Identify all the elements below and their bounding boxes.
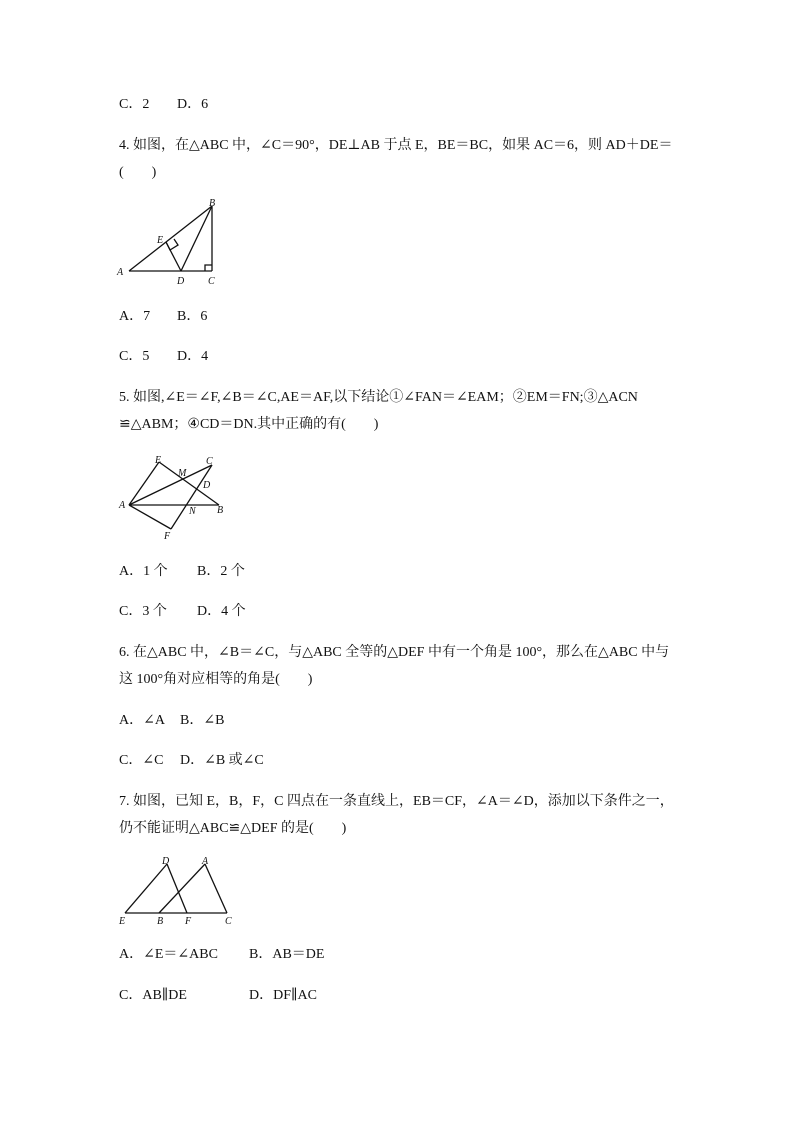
q7-label-c: C [225,916,232,927]
q7-label-b: B [157,916,164,927]
q7-segment-ba [159,864,205,913]
q5-option-d: D．4 个 [197,604,246,619]
q4-option-c: C．5 [119,349,150,364]
q4-label-b: B [209,198,216,209]
q7-stem-line1: 7. 如图，已知 E，B，F，C 四点在一条直线上，EB＝CF，∠A＝∠D，添加以下条件之一， [119,794,674,809]
q4-segment-ab [129,206,212,271]
q4-label-e: E [157,235,164,246]
q7-label-a: A [202,856,209,867]
q5-option-c: C．3 个 [119,604,167,619]
q7-label-f: F [185,916,192,927]
q5-label-m: M [178,468,187,479]
q4-stem-line1: 4. 如图，在△ABC 中，∠C＝90°，DE⊥AB 于点 E，BE＝BC，如果 AC＝6，则 AD＋DE＝ [119,138,673,153]
q5-option-b: B．2 个 [197,564,245,579]
q4-stem-line2: ( ) [119,165,157,180]
q6-stem-line1: 6. 在△ABC 中，∠B＝∠C，与△ABC 全等的△DEF 中有一个角是 100°，那么在△ABC 中与 [119,645,670,660]
q5-label-a: A [119,500,126,511]
q4-triangle-figure [115,196,225,290]
q7-option-d: D．DF∥AC [249,988,317,1003]
q5-figure [115,450,235,544]
q6-option-b: B．∠B [180,713,225,728]
q7-figure [115,854,240,930]
q5-stem-line2: ≌△ABM；④CD＝DN.其中正确的有( ) [119,417,379,432]
q7-stem-line2: 仍不能证明△ABC≌△DEF 的是( ) [119,821,347,836]
q6-option-a: A．∠A [119,713,165,728]
q5-label-c: C [206,456,213,467]
q5-label-n: N [189,506,196,517]
q7-option-a: A．∠E＝∠ABC [119,947,218,962]
q7-segment-ed [125,864,167,913]
q7-label-d: D [162,856,170,867]
q5-segment-ae [129,462,159,505]
q6-stem-line2: 这 100°角对应相等的角是( ) [119,672,313,687]
q6-option-c: C．∠C [119,753,164,768]
q4-label-c: C [208,276,215,287]
q5-stem-line1: 5. 如图,∠E＝∠F,∠B＝∠C,AE＝AF,以下结论①∠FAN＝∠EAM；②EM＝FN;③△ACN [119,390,638,405]
q5-label-f: F [164,531,171,542]
q7-option-b: B．AB＝DE [249,947,325,962]
q7-label-e: E [119,916,126,927]
q4-label-a: A [117,267,124,278]
q7-segment-ac [205,864,227,913]
q4-option-b: B．6 [177,309,208,324]
q3-option-d: D．6 [177,97,209,112]
q4-option-a: A．7 [119,309,151,324]
q5-option-a: A．1 个 [119,564,168,579]
q5-segment-af [129,505,171,529]
q7-option-c: C．AB∥DE [119,988,187,1003]
q6-option-d: D．∠B 或∠C [180,753,264,768]
q4-right-angle-mark-c [205,265,212,271]
q4-label-d: D [177,276,185,287]
q4-segment-bd [181,206,212,271]
q3-option-c: C．2 [119,97,150,112]
q4-option-d: D．4 [177,349,209,364]
q5-label-b: B [217,505,224,516]
q5-label-e: E [155,455,162,466]
q7-segment-df [167,864,187,913]
q5-label-d: D [203,480,211,491]
